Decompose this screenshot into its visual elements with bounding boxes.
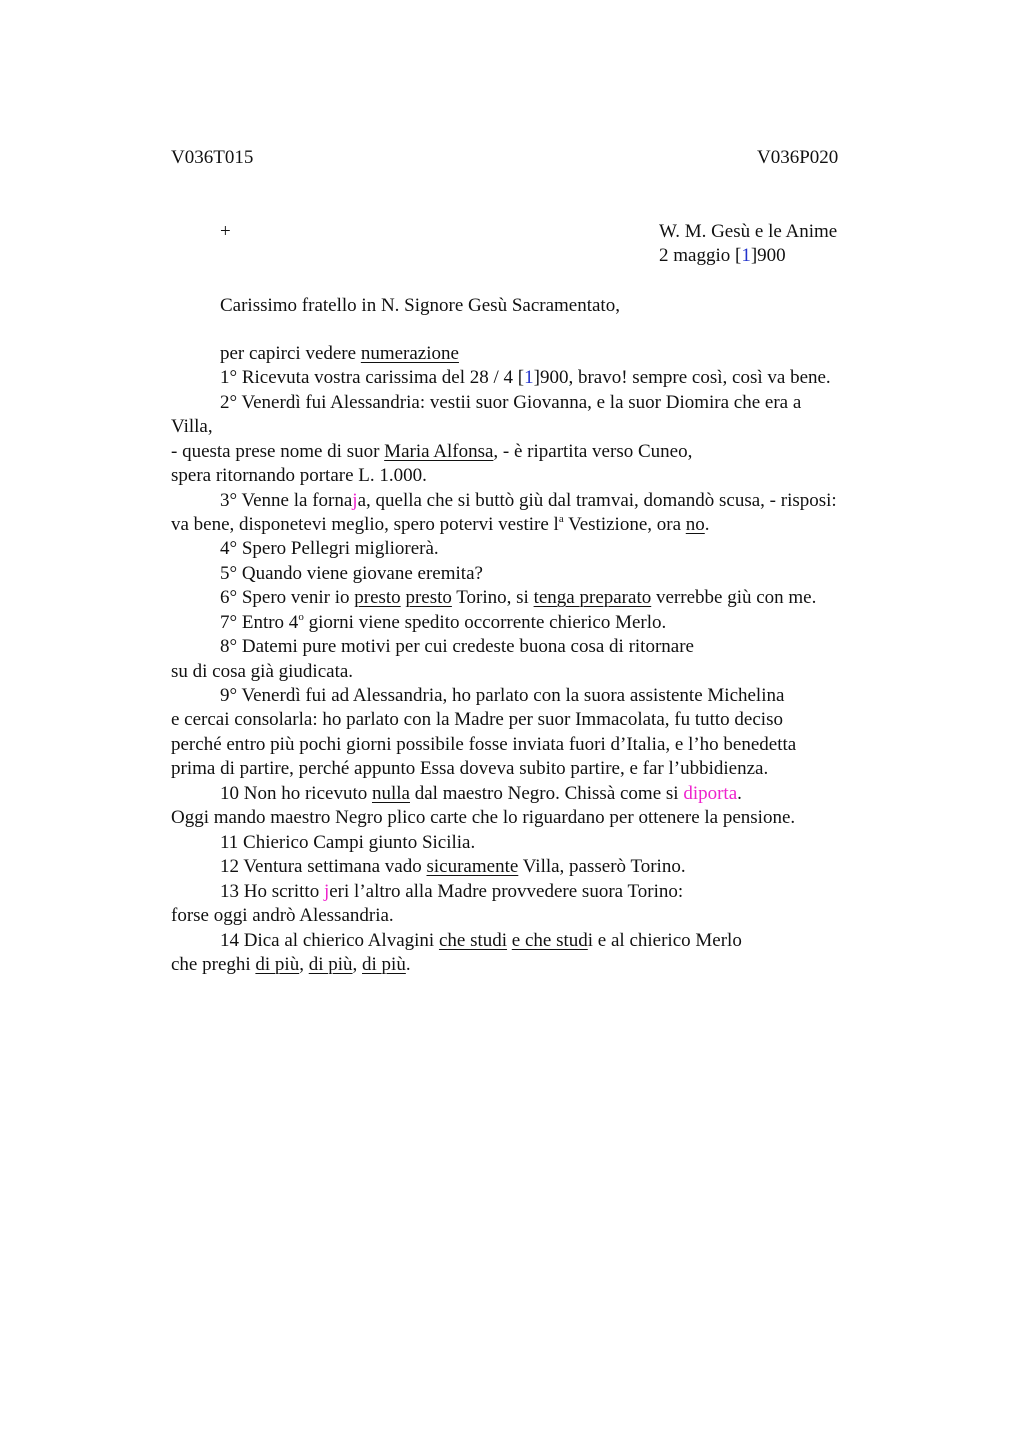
intro-underlined: numerazione bbox=[360, 343, 459, 364]
date-editorial-number: 1 bbox=[741, 245, 751, 266]
item-12-end: Villa, passerò Torino. bbox=[518, 856, 686, 877]
item-14-line-1 bbox=[220, 929, 742, 953]
item-14-period: . bbox=[405, 954, 411, 975]
item-12-underlined: sicuramente bbox=[426, 856, 519, 877]
date-text: 2 maggio [ bbox=[659, 245, 742, 266]
cross-symbol: + bbox=[220, 221, 231, 242]
item-7 bbox=[220, 611, 666, 635]
item-14-end: i e al chierico Merlo bbox=[587, 930, 742, 951]
item-13-line-1 bbox=[220, 880, 683, 904]
item-2-line-1: 2° Venerdì fui Alessandria: vestii suor Giovanna, e la suor Diomira che era a bbox=[220, 392, 802, 413]
item-2-line-4: spera ritornando portare L. 1.000. bbox=[171, 465, 427, 486]
item-14-line-2-text: che preghi bbox=[171, 954, 256, 975]
date-year-text: ]900 bbox=[750, 245, 786, 266]
item-14-text: 14 Dica al chierico Alvagini bbox=[220, 930, 439, 951]
item-7-text: 7° Entro 4 bbox=[220, 612, 299, 633]
item-11: 11 Chierico Campi giunto Sicilia. bbox=[220, 832, 476, 853]
item-6-underlined-2: presto bbox=[405, 587, 452, 608]
item-2-line-3-text: - questa prese nome di suor bbox=[171, 441, 385, 462]
item-8-line-1: 8° Datemi pure motivi per cui credeste buona cosa di ritornare bbox=[220, 636, 694, 657]
item-3-highlight-letter: j bbox=[352, 490, 358, 511]
item-12-text: 12 Ventura settimana vado bbox=[220, 856, 427, 877]
item-9-line-4: prima di partire, perché appunto Essa doveva subito partire, e far l’ubbidienza. bbox=[171, 758, 769, 779]
item-13-text: 13 Ho scritto bbox=[220, 881, 324, 902]
item-14-sep-2: , bbox=[352, 954, 363, 975]
item-4: 4° Spero Pellegri migliorerà. bbox=[220, 538, 439, 559]
item-3-text-end: a, quella che si buttò giù dal tramvai, domandò scusa, - risposi: bbox=[357, 490, 837, 511]
item-6-mid: Torino, si bbox=[451, 587, 534, 608]
item-6-end: verrebbe giù con me. bbox=[651, 587, 817, 608]
item-12 bbox=[220, 855, 686, 879]
item-10-line-1 bbox=[220, 782, 742, 806]
item-13-line-2: forse oggi andrò Alessandria. bbox=[171, 905, 394, 926]
archive-code-left: V036T015 bbox=[171, 147, 254, 168]
item-14-underlined-3: di più bbox=[255, 954, 300, 975]
item-3-underlined-no: no bbox=[685, 514, 705, 535]
item-14-underlined-1: che studi bbox=[438, 930, 508, 951]
item-8-line-2: su di cosa già giudicata. bbox=[171, 661, 354, 682]
item-13-highlight-letter: j bbox=[323, 881, 330, 902]
letter-date bbox=[659, 244, 786, 268]
item-6-underlined-1: presto bbox=[354, 587, 401, 608]
item-14-underlined-5: di più bbox=[362, 954, 406, 975]
item-9-line-1: 9° Venerdì fui ad Alessandria, ho parlato con la suora assistente Michelina bbox=[220, 685, 785, 706]
item-6-text: 6° Spero venir io bbox=[220, 587, 355, 608]
item-14-line-2 bbox=[171, 953, 411, 977]
item-3-line-1 bbox=[220, 489, 837, 513]
item-3-line-2 bbox=[171, 513, 710, 537]
item-2-line-3-end: , - è ripartita verso Cuneo, bbox=[493, 441, 693, 462]
item-3-text: 3° Venne la forna bbox=[220, 490, 353, 511]
item-9-line-2: e cercai consolarla: ho parlato con la Madre per suor Immacolata, fu tutto deciso bbox=[171, 709, 783, 730]
item-1-text: 1° Ricevuta vostra carissima del 28 / 4 [ bbox=[220, 367, 525, 388]
item-3-line-2-text: va bene, disponetevi meglio, spero potervi vestire l bbox=[171, 514, 559, 535]
item-5: 5° Quando viene giovane eremita? bbox=[220, 563, 483, 584]
intro-text: per capirci vedere bbox=[220, 343, 361, 364]
item-10-text: 10 Non ho ricevuto bbox=[220, 783, 372, 804]
item-3-period: . bbox=[704, 514, 710, 535]
item-1-text-end: ]900, bravo! sempre così, così va bene. bbox=[533, 367, 831, 388]
archive-code-right: V036P020 bbox=[757, 147, 839, 168]
item-1 bbox=[220, 366, 831, 390]
item-10-line-2: Oggi mando maestro Negro plico carte che lo riguardano per ottenere la pensione. bbox=[171, 807, 796, 828]
item-3-line-2-mid: Vestizione, ora bbox=[563, 514, 686, 535]
item-2-line-2: Villa, bbox=[171, 416, 213, 437]
item-6-underlined-3: tenga preparato bbox=[533, 587, 652, 608]
item-1-editorial-number: 1 bbox=[524, 367, 534, 388]
intro-line bbox=[220, 342, 459, 366]
item-13-end: eri l’altro alla Madre provvedere suora Torino: bbox=[329, 881, 684, 902]
item-10-underlined: nulla bbox=[371, 783, 410, 804]
item-6 bbox=[220, 586, 816, 610]
salutation: Carissimo fratello in N. Signore Gesù Sacramentato, bbox=[220, 295, 620, 316]
item-10-highlight-word: diporta bbox=[683, 783, 738, 804]
item-14-sep-1: , bbox=[299, 954, 309, 975]
item-14-underlined-2: e che stud bbox=[511, 930, 588, 951]
item-10-period: . bbox=[737, 783, 742, 804]
item-2-underlined-name: Maria Alfonsa bbox=[384, 441, 494, 462]
item-7-superscript: o bbox=[298, 611, 304, 623]
item-10-mid: dal maestro Negro. Chissà come si bbox=[409, 783, 684, 804]
invocation-line: W. M. Gesù e le Anime bbox=[659, 221, 838, 242]
item-3-superscript: a bbox=[558, 513, 564, 525]
item-9-line-3: perché entro più pochi giorni possibile fosse inviata fuori d’Italia, e l’ho benedetta bbox=[171, 734, 797, 755]
item-2-line-3 bbox=[171, 440, 692, 464]
item-14-underlined-4: di più bbox=[308, 954, 353, 975]
item-7-end: giorni viene spedito occorrente chierico Merlo. bbox=[303, 612, 667, 633]
